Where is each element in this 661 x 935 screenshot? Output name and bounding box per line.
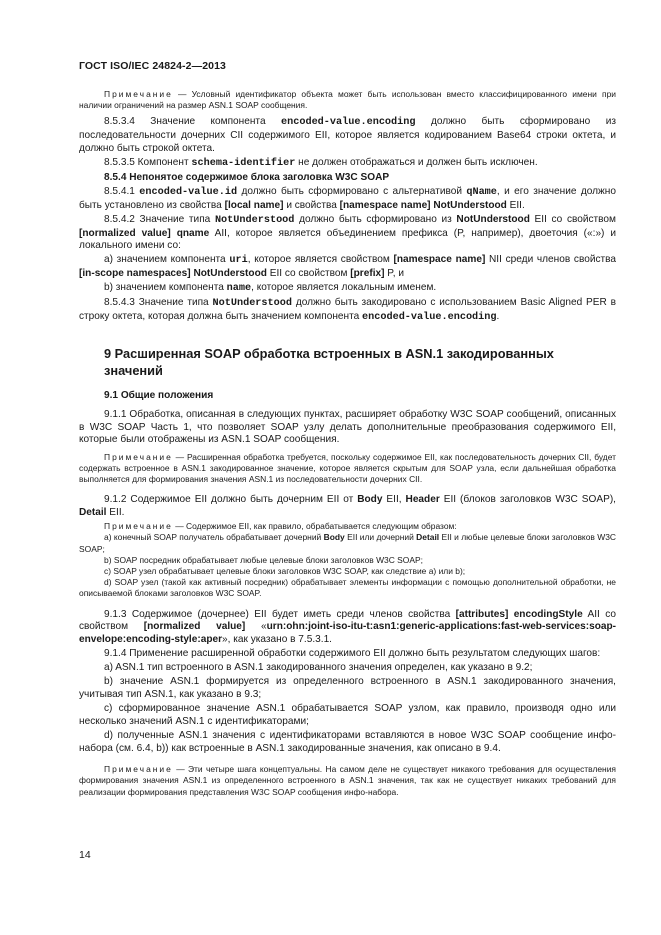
document-body [79,89,616,800]
clause-9-1-4: 9.1.4 Применение расширенной обработки содержимого EII должно быть результатом следующих шагов: [104,648,601,660]
heading-8-5-4: 8.5.4 Непонятое содержимое блока заголовка W3C SOAP [104,171,390,183]
note-label: Примечание [104,89,173,99]
note-3-item-b: b) SOAP посредник обрабатывает любые целевые блоки заголовков W3C SOAP; [104,554,423,565]
clause-9-1-2: 9.1.2 Содержимое EII должно быть дочерним EII от Body EII, Header EII (блоков заголовков W3C SOAP), Detail EII. [79,494,616,519]
section-9-heading: 9 Расширенная SOAP обработка встроенных в ASN.1 закодированных значений [104,346,554,378]
note-4: Примечание — Эти четыре шага концептуальны. На самом деле не существует никакого требования для осуществления формирования значения ASN.1 из определенного встроенного в ASN.1 значения, так как не существует никаких требований для реализации формирования представления W3C SOAP сообщения инфо-набора. [79,764,616,797]
clause-9-1-1: 9.1.1 Обработка, описанная в следующих пунктах, расширяет обработку W3C SOAP сообщений, описанных в W3C SOAP Часть 1, что позволяет SOAP узлу делать дополнительные преобразования содержимого EII, которые были отображены из ASN.1 SOAP сообщения. [79,409,616,446]
note-label: Примечание [104,764,173,775]
note-3-item-c: c) SOAP узел обрабатывает целевые блоки заголовков W3C SOAP, как следствие a) или b); [104,566,466,577]
clause-8-5-4-1: 8.5.4.1 encoded-value.id должно быть сформировано с альтернативой qName, и его значение должно быть установлено из свойства [local name] и свойства [namespace name] NotUnderstood EII. [79,186,616,211]
note-3-item-a: a) конечный SOAP получатель обрабатывает дочерний Body EII или дочерний Detail EII и любые целевые блоки заголовков W3C SOAP; [79,532,616,554]
clause-8-5-4-2: 8.5.4.2 Значение типа NotUnderstood должно быть сформировано из NotUnderstood EII со свойством [normalized value] qname AII, которое является объединением префикса (P, например), двоеточия («:») и локального имени со: [79,213,617,252]
page-number: 14 [79,849,91,861]
note-label: Примечание [104,451,173,462]
step-b: b) значение ASN.1 формируется из определенного встроенного в ASN.1 закодированного значения, учитывая тип ASN.1, как указано в 9.3; [79,676,616,700]
document-header: ГОСТ ISO/IEC 24824-2—2013 [79,60,226,72]
subsection-9-1-heading: 9.1 Общие положения [104,390,214,402]
note-1: Примечание — Условный идентификатор объекта может быть использован вместо классифицированного имени при наличии ограничений на размер ASN.1 SOAP сообщения. [79,89,616,111]
note-3: Примечание — Содержимое EII, как правило, обрабатывается следующим образом: [104,521,457,532]
step-d: d) полученные ASN.1 значения c идентификаторами вставляются в новое W3C SOAP сообщение инфо-набора (см. 6.4, b)) как встроенные в ASN.1 закодированные значения, как описано в 9.4. [79,729,616,754]
step-a: a) ASN.1 тип встроенного в ASN.1 закодированного значения определен, как указано в 9.2; [104,662,533,674]
step-c: c) сформированное значение ASN.1 обрабатывается SOAP узлом, как правило, производя одно или несколько значений ASN.1 с идентификаторами; [79,703,616,727]
clause-9-1-3: 9.1.3 Содержимое (дочернее) EII будет иметь среди членов свойства [attributes] encodingStyle AII со свойством [normalized value] «urn:ohn:joint-iso-itu-t:asn1:generic-applications:fast-web-services:soap-envelope:encoding-style:aper», как указано в 7.5.3.1. [79,608,617,645]
note-label: Примечание [104,521,173,532]
clause-8-5-3-4: 8.5.3.4 Значение компонента encoded-value.encoding должно быть сформировано из последовательности дочерних CII содержимого EII, которое является кодированием Base64 строки октета, и должно быть строкой октета. [79,116,616,154]
list-item-b: b) значением компонента name, которое является локальным именем. [104,282,437,295]
note-3-item-d: d) SOAP узел (такой как активный посредник) обрабатывает элементы информации с помощью дополнительной обработки, не описываемой блоками заголовков W3C SOAP. [79,577,616,599]
clause-8-5-3-5: 8.5.3.5 Компонент schema-identifier не должен отображаться и должен быть исключен. [104,156,538,169]
clause-8-5-4-3: 8.5.4.3 Значение типа NotUnderstood должно быть закодировано с использованием Basic Aligned PER в строку октета, которая должна быть значением компонента encoded-value.encoding. [79,297,616,323]
list-item-a: a) значением компонента uri, которое является свойством [namespace name] NII среди членов свойства [in-scope namespaces] NotUnderstood EII со свойством [prefix] P, и [79,254,617,279]
note-2: Примечание — Расширенная обработка требуется, поскольку содержимое EII, как последовательность дочерних CII, будет содержать встроенное в ASN.1 закодированное значение, которое является скрытым для SOAP узла, если дальнейшая обработка выполняется для формирования значения ASN.1 из последовательности дочерних CII. [79,451,616,485]
